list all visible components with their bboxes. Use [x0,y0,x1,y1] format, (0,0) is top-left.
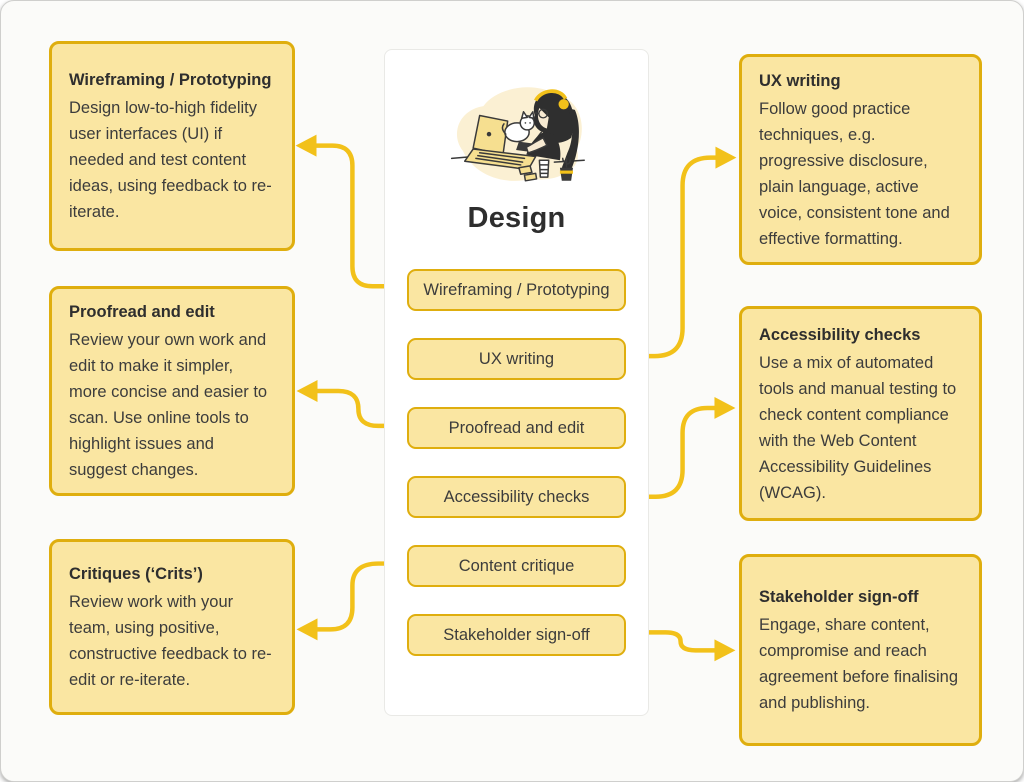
note-wireframing-prototyping [49,41,295,251]
note-body: Follow good practice techniques, e.g. progressive disclosure, plain language, active voice, consistent tone and effective formatting. [759,99,950,248]
center-panel [384,49,649,716]
step-accessibility-checks[interactable]: Accessibility checks [407,476,626,518]
note-body: Design low-to-high fidelity user interfaces (UI) if needed and test content ideas, using feedback to re-iterate. [69,99,272,221]
step-list [407,269,626,656]
note-title: Proofread and edit [69,303,215,321]
step-wireframing-prototyping[interactable]: Wireframing / Prototyping [407,269,626,311]
note-title: Wireframing / Prototyping [69,71,272,89]
note-proofread-and-edit [49,286,295,496]
step-ux-writing[interactable]: UX writing [407,338,626,380]
note-body: Review work with your team, using positive, constructive feedback to re-edit or re-iterate. [69,593,272,689]
note-ux-writing [739,54,982,265]
designer-at-desk-illustration [439,80,595,192]
step-content-critique[interactable]: Content critique [407,545,626,587]
note-stakeholder-sign-off [739,554,982,746]
note-title: Stakeholder sign-off [759,588,919,606]
page-title: Design [467,202,566,234]
note-title: Critiques (‘Crits’) [69,565,203,583]
note-title: UX writing [759,71,841,90]
note-title: Accessibility checks [759,325,921,344]
note-body: Review your own work and edit to make it simpler, more concise and easier to scan. Use online tools to highlight issues and suggest changes. [69,331,268,479]
note-accessibility-checks [739,306,982,521]
note-body: Engage, share content, compromise and reach agreement before finalising and publishing. [759,616,959,712]
step-stakeholder-sign-off[interactable]: Stakeholder sign-off [407,614,626,656]
note-critiques [49,539,295,715]
note-body: Use a mix of automated tools and manual testing to check content compliance with the Web Content Accessibility Guidelines (WCAG). [759,353,957,502]
step-proofread-and-edit[interactable]: Proofread and edit [407,407,626,449]
